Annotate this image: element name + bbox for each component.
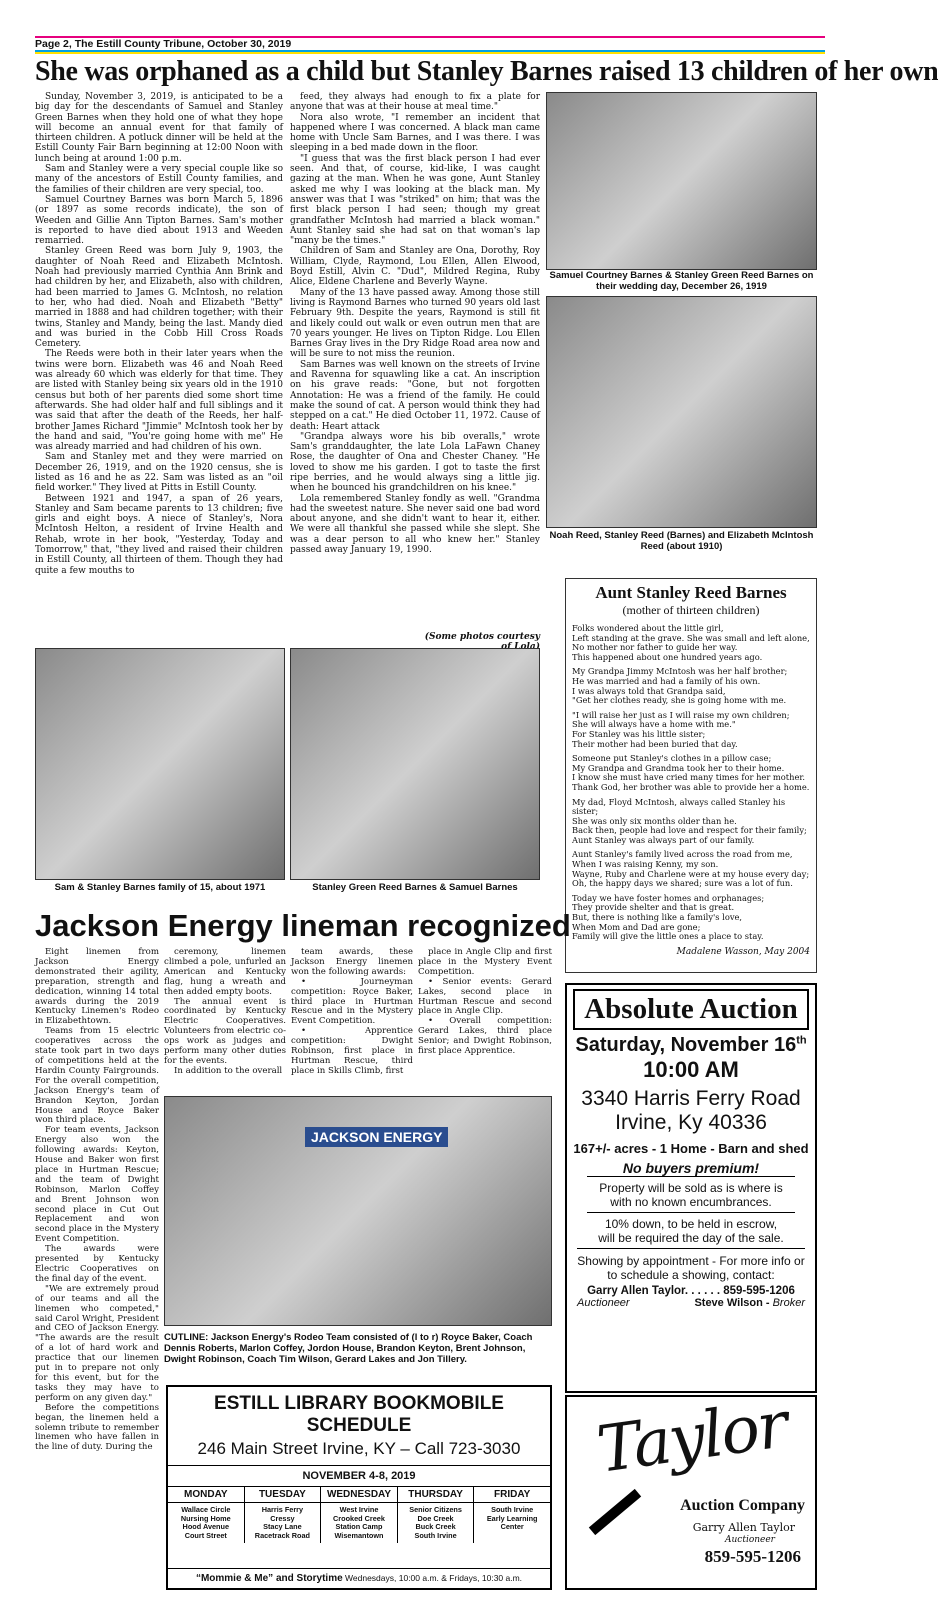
article-paragraph: Children of Sam and Stanley are Ona, Dorothy, Roy William, Clyde, Raymond, Lou Ellen, Allen Elwood, Boyd Estill, Alvin C. "Dud", Mildred Regina, Ruby Alice, Eldene Charlene and Beverly Wayne.	[290, 246, 540, 288]
bookmobile-title: ESTILL LIBRARY BOOKMOBILE SCHEDULE	[214, 1393, 504, 1436]
poem-stanza: Today we have foster homes and orphanages; They provide shelter and that is great. But, there is nothing like a family's love, When Mom and Dad are gone; Family will give the little ones a place to stay.	[572, 892, 765, 942]
poem-stanza: My Grandpa Jimmy McIntosh was her half brother; He was married and had a family of his own. I was always told that Grandpa said, "Get her clothes ready, she is going home with me.	[572, 666, 788, 706]
jackson-paragraph: • Senior events: Gerard Lakes, second place in Hurtman Rescue and second place in Angle Clip.	[418, 976, 552, 1017]
couple-caption: Stanley Green Reed Barnes & Samuel Barnes	[312, 882, 518, 893]
poem-stanza: "I will raise her just as I will raise my own children; She will always have a home with me." For Stanley was his little sister; Their mother had been buried that day.	[572, 709, 790, 749]
cutline-label: CUTLINE:	[164, 1332, 209, 1343]
jackson-paragraph: • Journeyman competition: Royce Baker, third place in Hurtman Rescue and in the Mystery Event Competition.	[291, 976, 413, 1027]
auction-date-main: Saturday, November 16	[575, 1034, 797, 1056]
jackson-paragraph: In addition to the overall	[174, 1065, 283, 1076]
couple-photo	[290, 648, 540, 880]
gavel-icon	[589, 1489, 641, 1535]
yellow-bar	[35, 52, 825, 54]
article-paragraph: Nora also wrote, "I remember an incident that happened where I was concerned. A black man came home with Uncle Sam Barnes, and I was there. I was sleeping in a bed made down in the floor.	[290, 112, 540, 154]
jackson-paragraph: "We are extremely proud of our teams and all the linemen who competed," said Carol Wright, President and CEO of Jackson Energy. "The awards are the result of a lot of hard work and practice that our linemen put in to prepare not only for this event, but for the tasks they may have to perform on any given day."	[35, 1283, 159, 1403]
taylor-role: Auctioneer	[724, 1535, 775, 1545]
article-column-2	[290, 92, 540, 642]
taylor-phone: 859-595-1206	[704, 1547, 801, 1566]
poem-stanza: Folks wondered about the little girl, Left standing at the grave. She was small and left alone, No mother nor father to guide her way. This happened about one hundred years ago.	[572, 623, 810, 662]
taylor-company: Auction Company	[680, 1497, 805, 1514]
schedule-day-stops: Harris Ferry Cressy Stacy Lane Racetrack Road	[254, 1505, 310, 1540]
bookmobile-footer-times: Wednesdays, 10:00 a.m. & Fridays, 10:30 a.m.	[345, 1573, 523, 1583]
auction-roles	[567, 1297, 815, 1309]
auction-broker-name: Steve Wilson -	[694, 1297, 770, 1309]
taylor-logo: Taylor	[592, 1388, 791, 1488]
poem-title: Aunt Stanley Reed Barnes	[595, 583, 787, 602]
auction-contact	[567, 1285, 815, 1297]
taylor-ad	[565, 1388, 817, 1590]
auction-down-1: 10% down, to be held in escrow,	[604, 1217, 778, 1231]
bookmobile-address: 246 Main Street Irvine, KY – Call 723-3030	[197, 1439, 521, 1458]
auction-showing: Showing by appointment - For more info or to schedule a showing, contact:	[577, 1254, 805, 1282]
reed-family-caption: Noah Reed, Stanley Reed (Barnes) and Elizabeth McIntosh Reed (about 1910)	[549, 530, 814, 552]
article-paragraph: Samuel Courtney Barnes was born March 5, 1896 (or 1897 as some records indicate), the son of Weeden and Gillie Ann Tipton Barnes. Sam's mother is reported to have died about 1913 and Weeden remarried.	[35, 194, 283, 247]
article-paragraph: Between 1921 and 1947, a span of 26 years, Stanley and Sam became parents to 13 children; five girls and eight boys. A niece of Stanley's, Nora McIntosh Helton, a resident of Irvine Health and Rehab, wrote in her book, "Yesterday, Today and Tomorrow," that, "they lived and raised their children in Estill County, all thirteen of them. Though they had quite a few mouths to	[35, 493, 283, 576]
jackson-headline: Jackson Energy lineman recognized	[35, 908, 571, 943]
article-paragraph: The Reeds were both in their later years when the twins were born. Elizabeth was 46 and Noah Reed was already 60 which was elderly for that time. They are listed with Stanley being six years old in the 1910 census but both of her parents died some short time afterwards. She had older half and full siblings and it was said that after the death of the Reeds, her half-brother James Richard "Jimmie" McIntosh took her by the hand and said, "You're going home with me" He was already married and had children of his own.	[35, 349, 283, 453]
auction-address-2: Irvine, Ky 40336	[615, 1111, 767, 1134]
wedding-photo	[546, 92, 817, 270]
auction-premium: No buyers premium!	[587, 1160, 795, 1177]
article-paragraph: Sam and Stanley met and they were married on December 26, 1919, and on the 1920 census, she is listed as 16 and he as 22. Sam was listed as an "oil field worker." They lived at Pitts in Estill County.	[35, 452, 283, 494]
auction-broker	[694, 1297, 805, 1309]
article-paragraph: Sam and Stanley were a very special couple like so many of the ancestors of Estill County families, and the families of their children are very special, too.	[35, 164, 283, 195]
main-headline: She was orphaned as a child but Stanley Barnes raised 13 children of her own	[35, 56, 938, 87]
schedule-day-name: THURSDAY	[398, 1487, 474, 1503]
poem-subtitle: (mother of thirteen children)	[622, 603, 760, 617]
auction-ad	[565, 983, 817, 1393]
jackson-paragraph: ceremony, linemen climbed a pole, unfurled an American and Kentucky flag, hung a wreath and then added empty boots.	[164, 947, 286, 997]
bookmobile-dates: NOVEMBER 4-8, 2019	[168, 1465, 550, 1486]
jackson-paragraph: Teams from 15 electric cooperatives across the state took part in two days of competitions held at the Hardin County Fairgrounds. For the overall competition, Jackson Energy's team of Brandon Keyton, Jordan House and Royce Baker won third place.	[35, 1026, 159, 1126]
article-paragraph: feed, they always had enough to fix a plate for anyone that was at their house at meal time."	[290, 92, 540, 113]
poem-stanza: Someone put Stanley's clothes in a pillow case; My Grandpa and Grandma took her to their home. I know she must have cried many times for her mother. Thank God, her brother was able to provide her a home.	[572, 753, 810, 792]
auction-contact-phone: 859-595-1206	[723, 1285, 795, 1297]
article-paragraph: Many of the 13 have passed away. Among those still living is Raymond Barnes who turned 90 years old last February 9th. Despite the years, Raymond is still fit and likely could out walk or even outrun men that are 70 years younger. He lives on Tipton Ridge. Lou Ellen Barnes Gray lives in the Dry Ridge Road area now and will be sure to not miss the reunion.	[290, 287, 540, 360]
family-caption: Sam & Stanley Barnes family of 15, about 1971	[54, 882, 266, 893]
article-paragraph: Sunday, November 3, 2019, is anticipated to be a big day for the descendants of Samuel and Stanley Green Barnes when they hold one of what they hope will become an annual event for that family of thirteen children. A potluck dinner will be held at the Estill County Fair Barn beginning at 12:00 Noon with lunch being at around 1:00 p.m.	[35, 92, 283, 164]
schedule-day-name: MONDAY	[168, 1487, 244, 1503]
jackson-column-3	[291, 948, 413, 1090]
auction-address-1: 3340 Harris Ferry Road	[581, 1087, 801, 1110]
reed-family-photo	[546, 296, 817, 528]
schedule-day-stops: Wallace Circle Nursing Home Hood Avenue Court Street	[180, 1505, 231, 1540]
auction-contact-name: Garry Allen Taylor. . . . . .	[587, 1285, 721, 1297]
bookmobile-footer-bold: “Mommie & Me” and Storytime	[195, 1573, 343, 1584]
auction-role-2: Broker	[772, 1297, 805, 1309]
schedule-day	[245, 1487, 322, 1543]
auction-sold-2: with no known encumbrances.	[587, 1195, 795, 1213]
schedule-day	[398, 1487, 475, 1543]
poem-stanza: My dad, Floyd McIntosh, always called Stanley his sister; She was only six months older than he. Back then, people had love and respect for their family; Aunt Stanley was always part of our family.	[572, 796, 807, 845]
schedule-day	[168, 1487, 245, 1543]
auction-role-1: Auctioneer	[577, 1297, 630, 1309]
jackson-paragraph: • Overall competition: Gerard Lakes, third place Senior; and Dwight Robinson, first place Apprentice.	[418, 1016, 552, 1057]
schedule-day-stops: West Irvine Crooked Creek Station Camp Wisemantown	[333, 1505, 385, 1540]
poem-box	[565, 578, 817, 973]
article-column-1	[35, 92, 283, 642]
taylor-name: Garry Allen Taylor	[692, 1521, 795, 1534]
poem-stanzas	[572, 624, 810, 942]
schedule-day-name: WEDNESDAY	[321, 1487, 397, 1503]
auction-time: 10:00 AM	[643, 1057, 739, 1082]
auction-property: 167+/- acres - 1 Home - Barn and shed	[573, 1141, 809, 1156]
family-photo	[35, 648, 285, 880]
bookmobile-days	[168, 1486, 550, 1543]
jackson-column-4	[418, 948, 552, 1090]
jackson-column-2	[164, 948, 286, 1090]
auction-sold-1: Property will be sold as is where is	[599, 1181, 783, 1195]
poem-stanza: Aunt Stanley's family lived across the road from me, When I was raising Kenny, my son. Wayne, Ruby and Charlene were at my house every day; Oh, the happy days we shared; sure was a lot of fun.	[572, 849, 810, 889]
schedule-day-stops: South Irvine Early Learning Center	[486, 1505, 538, 1531]
jackson-paragraph: Eight linemen from Jackson Energy demonstrated their agility, preparation, strength and dedication, winning 14 total awards during the 2019 Kentucky Linemen's Rodeo in Elizabethtown.	[35, 947, 159, 1027]
cutline-text: Jackson Energy's Rodeo Team consisted of (l to r) Royce Baker, Coach Dennis Roberts, Marlon Coffey, Jordon House, Brandon Keyton, Brent Johnson, Dwight Robinson, Coach Tim Wilson, Gerard Lakes and Jon Tillery.	[164, 1332, 533, 1365]
schedule-day-stops: Senior Citizens Doe Creek Buck Creek South Irvine	[409, 1505, 462, 1540]
article-paragraph: Lola remembered Stanley fondly as well. "Grandma had the sweetest nature. She never said one bad word about anyone, and she didn't want to hear it, either. We were all thankful she passed while she slept. She was a dear person to all who knew her." Stanley passed away January 19, 1990.	[290, 493, 540, 556]
linemen-cutline	[164, 1332, 552, 1365]
jackson-paragraph: Before the competitions began, the linemen held a solemn tribute to remember linemen who have fallen in the line of duty. During the	[35, 1402, 159, 1453]
color-bars-bottom	[35, 50, 825, 54]
schedule-day-name: FRIDAY	[474, 1487, 550, 1503]
jackson-paragraph: • Apprentice competition: Dwight Robinson, first place in Hurtman Rescue, third place in Skills Climb, first	[291, 1026, 413, 1076]
article-paragraph: Sam Barnes was well known on the streets of Irvine and Ravenna for squawling like a cat. An inscription on his grave reads: "Gone, but not forgotten Annotation: He was a friend of the family. He could make the sound of cat. A person would think they had stepped on a cat." He died October 11, 1972. Cause of death: Heart attack	[290, 359, 540, 432]
schedule-day	[474, 1487, 550, 1543]
schedule-day-name: TUESDAY	[245, 1487, 321, 1503]
jackson-column-1	[35, 948, 159, 1590]
auction-date	[567, 1034, 815, 1057]
jackson-paragraph: team awards, these Jackson Energy linemen won the following awards:	[291, 947, 413, 977]
article-paragraph: Stanley Green Reed was born July 9, 1903, the daughter of Noah Reed and Elizabeth McIntosh. Noah had previously married Cynthia Ann Brink and had children by her, and Elizabeth, also with children, had been married to James G. McIntosh, no relation to her, who had died. Noah and Elizabeth "Betty" married in 1888 and had children together; with their twins, Stanley and Mandy, being the last. Mandy died and was buried in the Cobb Hill Cross Roads Cemetery.	[35, 246, 283, 350]
photo-credit: (Some photos courtesy	[424, 632, 540, 642]
jackson-energy-sign: JACKSON ENERGY	[305, 1127, 448, 1147]
auction-down-2: will be required the day of the sale.	[577, 1231, 805, 1249]
jackson-paragraph: The awards were presented by Kentucky Electric Cooperatives on the final day of the event.	[35, 1244, 159, 1284]
wedding-caption: Samuel Courtney Barnes & Stanley Green Reed Barnes on their wedding day, December 26, 1919	[549, 270, 814, 292]
jackson-paragraph: place in Angle Clip and first place in the Mystery Event Competition.	[418, 947, 552, 977]
jackson-paragraph: For team events, Jackson Energy also won the following awards: Keyton, House and Baker won first place in Hurtman Rescue; and the team of Dwight Robinson, Marlon Coffey and Brent Johnson won second place in Cut Out Replacement and won second place in the Mystery Event Competition.	[35, 1125, 159, 1245]
article-paragraph: "Grandpa always wore his bib overalls," wrote Sam's granddaughter, the late Lola LaFawn Chaney Rose, the daughter of Ona and Chester Chaney. "He loved to show me his garden. I got to taste the first ripe berries, and he would always sing a little jig. when he bounced his grandchildren on his knee."	[290, 431, 540, 494]
jackson-paragraph: The annual event is coordinated by Kentucky Electric Cooperatives. Volunteers from electric co-ops work as judges and perform many other duties for the events.	[164, 996, 286, 1066]
auction-title: Absolute Auction	[573, 989, 809, 1030]
linemen-photo	[164, 1096, 552, 1326]
bookmobile-footer	[168, 1568, 550, 1588]
schedule-day	[321, 1487, 398, 1543]
auction-date-sup: th	[796, 1034, 807, 1047]
page-header: Page 2, The Estill County Tribune, October 30, 2019	[35, 38, 292, 50]
bookmobile-schedule	[166, 1385, 552, 1590]
poem-signature: Madalene Wasson, May 2004	[676, 946, 810, 957]
article-paragraph: "I guess that was the first black person I had ever seen. And that, of course, kid-like, I was caught gazing at the man. When he was gone, Aunt Stanley asked me why I was looking at the black man. My answer was that I was "striked" on him; that was the first black person I had seen; though my great grandfather McIntosh had married a black woman." Aunt Stanley said she had sat on that woman's lap "many be the times."	[290, 153, 540, 247]
